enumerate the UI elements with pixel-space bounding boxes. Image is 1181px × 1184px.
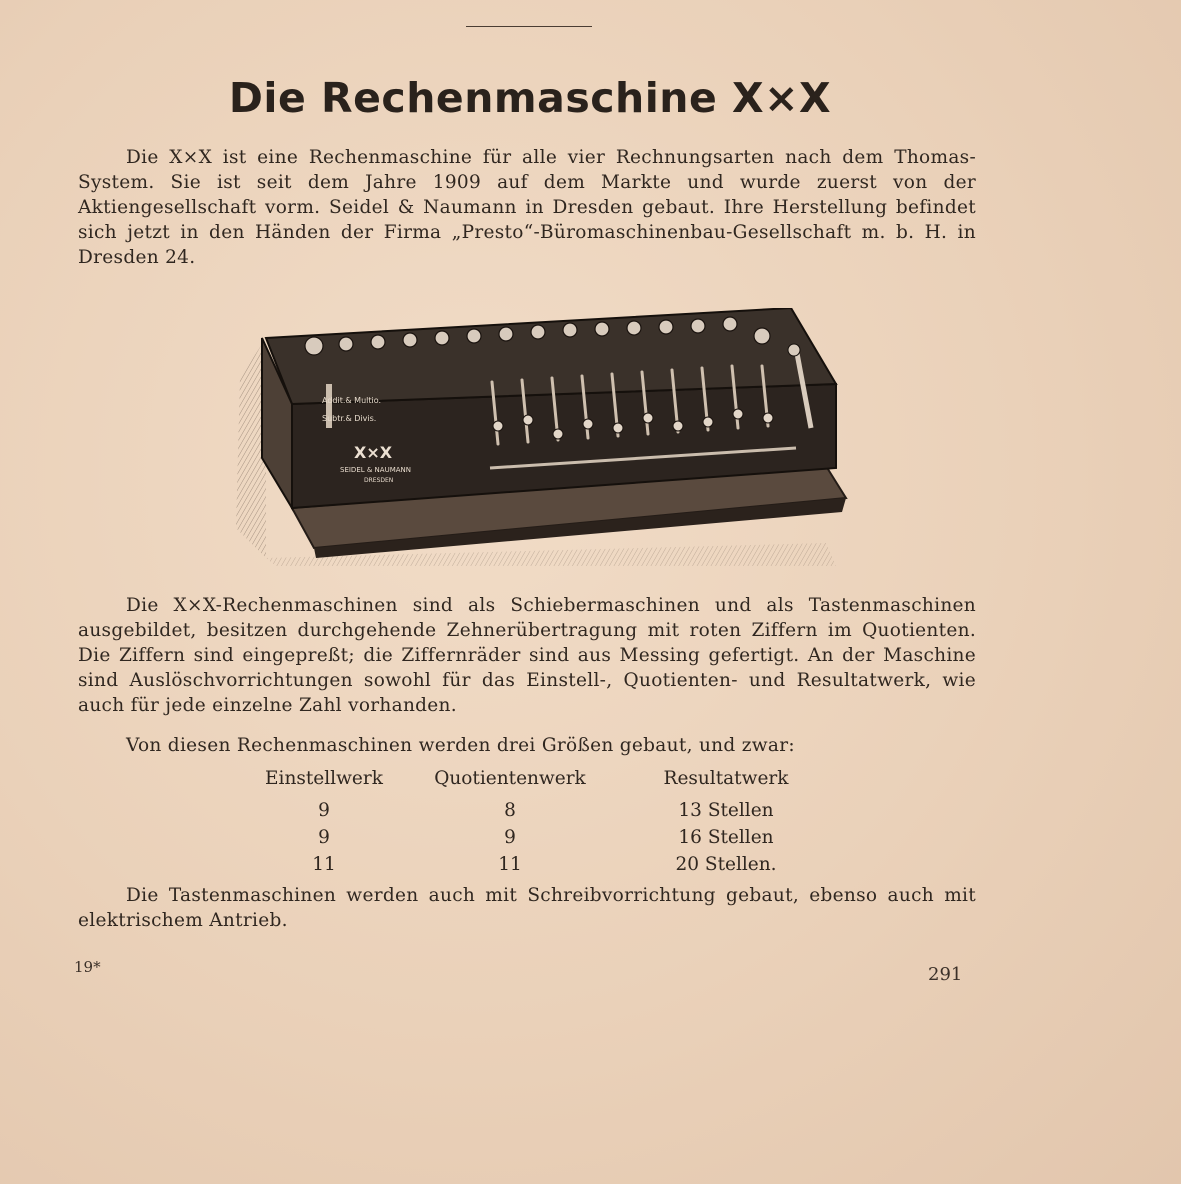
table-cell: 16 Stellen [678,827,774,848]
table-cell: 11 [312,854,336,875]
table-row [240,827,840,854]
table-cell: 13 Stellen [678,800,774,821]
machine-city: DRESDEN [364,477,394,484]
machine-label-add: Addit.& Multio. [322,396,382,405]
intro-paragraph: Die X×X ist eine Rechenmaschine für alle vier Rechnungsarten nach dem Thomas-System. Sie ist seit dem Jahre 1909 auf dem Markte und wurde zuerst von der Aktiengesellschaft vorm. Seidel & Naumann in Dresden gebaut. Ihre Herstellung befindet sich jetzt in den Händen der Firma „Presto“-Büromaschinenbau-Gesellschaft m. b. H. in Dresden 24. [78,147,976,268]
machine-brand: X×X [354,443,393,462]
page-title: Die Rechenmaschine X×X [228,74,832,122]
sizes-table [240,768,840,881]
calculator-illustration [236,308,860,566]
closing-paragraph: Die Tastenmaschinen werden auch mit Schreibvorrichtung gebaut, ebenso auch mit elektrischem Antrieb. [78,885,976,931]
table-row [240,800,840,827]
machine-maker: SEIDEL & NAUMANN [340,466,412,474]
table-cell: 11 [498,854,522,875]
top-rule [466,26,592,27]
header-resultatwerk: Resultatwerk [663,768,789,789]
header-quotientenwerk: Quotientenwerk [434,768,586,789]
table-cell: 9 [318,800,330,821]
table-cell: 8 [504,800,516,821]
header-einstellwerk: Einstellwerk [265,768,383,789]
machine-label-sub: Subtr.& Divis. [322,414,377,423]
page-number: 291 [928,964,963,985]
design-paragraph: Die X×X-Rechenmaschinen sind als Schiebermaschinen und als Tastenmaschinen ausgebildet, besitzen durchgehende Zehnerübertragung mit roten Ziffern im Quotienten. Die Ziffern sind eingepreßt; die Ziffernräder sind aus Messing gefertigt. An der Maschine sind Auslöschvorrichtungen sowohl für das Einstell-, Quotienten- und Resultatwerk, wie auch für jede einzelne Zahl vorhanden. [78,595,976,716]
table-cell: 20 Stellen. [675,854,777,875]
table-header-row [240,768,840,800]
sizes-intro: Von diesen Rechenmaschinen werden drei Größen gebaut, und zwar: [126,735,795,756]
table-row [240,854,840,881]
signature-mark: 19* [74,958,101,976]
table-cell: 9 [504,827,516,848]
table-cell: 9 [318,827,330,848]
